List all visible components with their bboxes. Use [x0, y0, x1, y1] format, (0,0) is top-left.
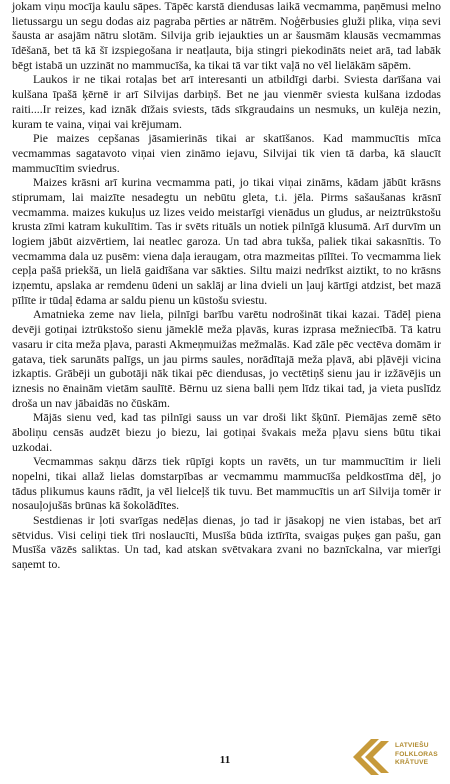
- paragraph-3: Pie maizes cepšanas jāsamierinās tikai ar skatīšanos. Kad mammucītis mīca vecmammas sagatavoto viņai vien zināmo iejavu, Silvijai tik vien tā darba, kā slaucīt mammucītim sviedrus.: [12, 132, 441, 175]
- paragraph-4: Maizes krāsni arī kurina vecmamma pati, jo tikai viņai zināms, kādam jābūt krāsns stiprumam, lai maizīte nesadegtu un nebūtu gleta, t.i. jēla. Pirms sašaušanas krāsnī vecmamma. maizes kukuļus uz lizes veido meistarīgi vienādus un gludus, ar neiztrūkstošu krusta zīmi katram kukulītim. Tas ir svēts rituāls un notiek pilnīgā klusumā. Arī durvīm un logiem jābūt aizvērtiem, lai neatlec garoza. Un tad abra tukša, paliek tikai sakasnītis. To vecmamma dala uz pusēm: viena daļa ieraugam, otra mazmeitas pīlītei. To vecmamma liek cepļa pašā priekšā, un lielā gaidīšana var sākties. Siltu maizi nedrīkst aiztikt, to no krāsns izņemtu, apslaka ar remdenu ūdeni un saklāj ar lina dvieli un ļauj kārtīgi atdzist, bet mazā pīlīte ir tūdaļ ēdama ar saldu pienu un kūstošu sviestu.: [12, 176, 441, 307]
- paragraph-6: Mājās sienu ved, kad tas pilnīgi sauss un var droši likt šķūnī. Piemājas zemē sēto āboliņu censās audzēt biezu jo biezu, lai gotiņai švakais meža pļavu siens būtu tikai uzkodai.: [12, 411, 441, 454]
- paragraph-7: Vecmammas sakņu dārzs tiek rūpīgi kopts un ravēts, un tur mammucītim ir lieli nopelni, tikai allaž lielas domstarpības ar vecmammu mammucīša peldkostīma dēļ, jo tādus plikumus kauns rādīt, ja vēl lielceļš tik tuvu. Bet mammucītis un arī Silvija tomēr ir nosauļojušās brūnas kā šokolādītes.: [12, 455, 441, 513]
- paragraph-8: Sestdienas ir ļoti svarīgas nedēļas dienas, jo tad ir jāsakopj ne vien istabas, bet arī sētvidus. Visi celiņi tiek tīri noslaucīti, Musīša būda iztīrīta, svaigas puķes gan pašu, gan Musīša vāzēs saliktas. Un tad, kad atskan svētvakara zvani no baznīckalna, var mierīgi saņemt to.: [12, 514, 441, 572]
- logo-line-2: FOLKLORAS: [395, 750, 438, 758]
- archive-logo-icon: [351, 737, 393, 777]
- logo-line-3: KRĀTUVE: [395, 759, 429, 767]
- paragraph-1: jokam viņu mocīja kaulu sāpes. Tāpēc karstā diendusas laikā vecmamma, paņēmusi melno lietussargu un segu dodas aiz pagraba pērties ar nātrēm. Noģērbusies gluži plika, viņa sevi šausta ar asajām nātru slotām. Silvija grib iejaukties un ar šausmām klausās vecmammas īdēšanā, bet tā kā šī izspiegošana ir neatļauta, bija stingri piekodināts neiet arā, tad labāk bēgt istabā un uzzināt no mammucīša, ka tikai tā var tikt vaļā no vēl lielākām sāpēm.: [12, 0, 441, 72]
- paragraph-5: Amatnieka zeme nav liela, pilnīgi barību varētu nodrošināt tikai kazai. Tādēļ piena devēji gotiņai iztrūkstošo sienu jāmeklē meža pļavās, kuras izprasa mežniecībā. Tā katru vasaru ir cita meža pļava, parasti Akmeņmuižas mežmalās. Kad zāle pēc vectēva domām ir gatava, tiek sarunāts palīgs, un jau pirms saules, norādītajā meža pļavā, abi pļāvēji vicina izkaptis. Grābēji un gubotāji nāk tikai pēc diendusas, jo vectētiņš sienu jau ir izžāvējis un iznesis no ēnainām vietām saulītē. Bērnu uz siena balli ņem līdz tikai tad, ja vieta puslīdz droša un nav jābaidās no čūskām.: [12, 308, 441, 410]
- page-number: 11: [219, 754, 231, 766]
- document-body: [12, 0, 441, 573]
- archive-logo: [350, 733, 448, 781]
- paragraph-2: Laukos ir ne tikai rotaļas bet arī interesanti un atbildīgi darbi. Sviesta darīšana vai kulšana īpašā ķērnē ir arī Silvijas darbiņš. Bet ne jau vienmēr sviesta kulšana izdodas raiti....Ir reizes, kad iznāk dīžais sviests, tāds sīkgraudains un nesmuks, un kulēja nezin, kuram te vaina, viņai vai krējumam.: [12, 73, 441, 131]
- logo-line-1: LATVIEŠU: [395, 742, 429, 749]
